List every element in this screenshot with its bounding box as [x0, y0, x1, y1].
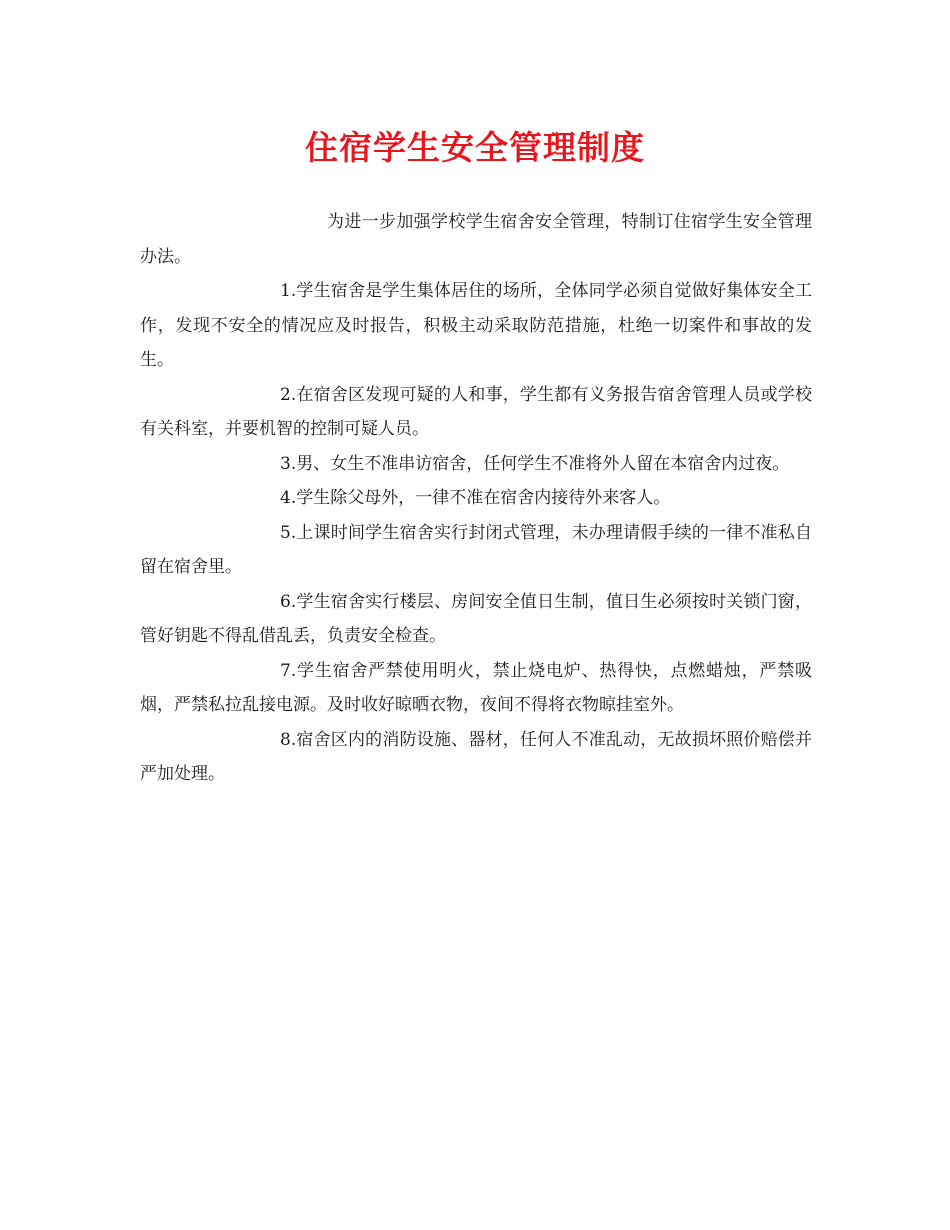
- intro-paragraph: 为进一步加强学校学生宿舍安全管理，特制订住宿学生安全管理办法。: [140, 212, 812, 267]
- rule-item-6: 6.学生宿舍实行楼层、房间安全值日生制，值日生必须按时关锁门窗，管好钥匙不得乱借乱丢，负责安全检查。: [140, 591, 812, 646]
- rule-item-2: 2.在宿舍区发现可疑的人和事，学生都有义务报告宿舍管理人员或学校有关科室，并要机智的控制可疑人员。: [140, 384, 812, 439]
- rule-item-3: 3.男、女生不准串访宿舍，任何学生不准将外人留在本宿舍内过夜。: [280, 453, 790, 474]
- document-title: 住宿学生安全管理制度: [305, 128, 645, 167]
- rule-item-7: 7.学生宿舍严禁使用明火，禁止烧电炉、热得快，点燃蜡烛，严禁吸烟，严禁私拉乱接电源。及时收好晾晒衣物，夜间不得将衣物晾挂室外。: [140, 660, 812, 715]
- rule-item-4: 4.学生除父母外，一律不准在宿舍内接待外来客人。: [280, 488, 671, 508]
- document-body: [140, 205, 812, 792]
- rule-item-5: 5.上课时间学生宿舍实行封闭式管理，未办理请假手续的一律不准私自留在宿舍里。: [140, 522, 812, 577]
- rule-item-8: 8.宿舍区内的消防设施、器材，任何人不准乱动，无故损坏照价赔偿并严加处理。: [140, 729, 812, 784]
- rule-item-1: 1.学生宿舍是学生集体居住的场所，全体同学必须自觉做好集体安全工作，发现不安全的情况应及时报告，积极主动采取防范措施，杜绝一切案件和事故的发生。: [140, 281, 812, 370]
